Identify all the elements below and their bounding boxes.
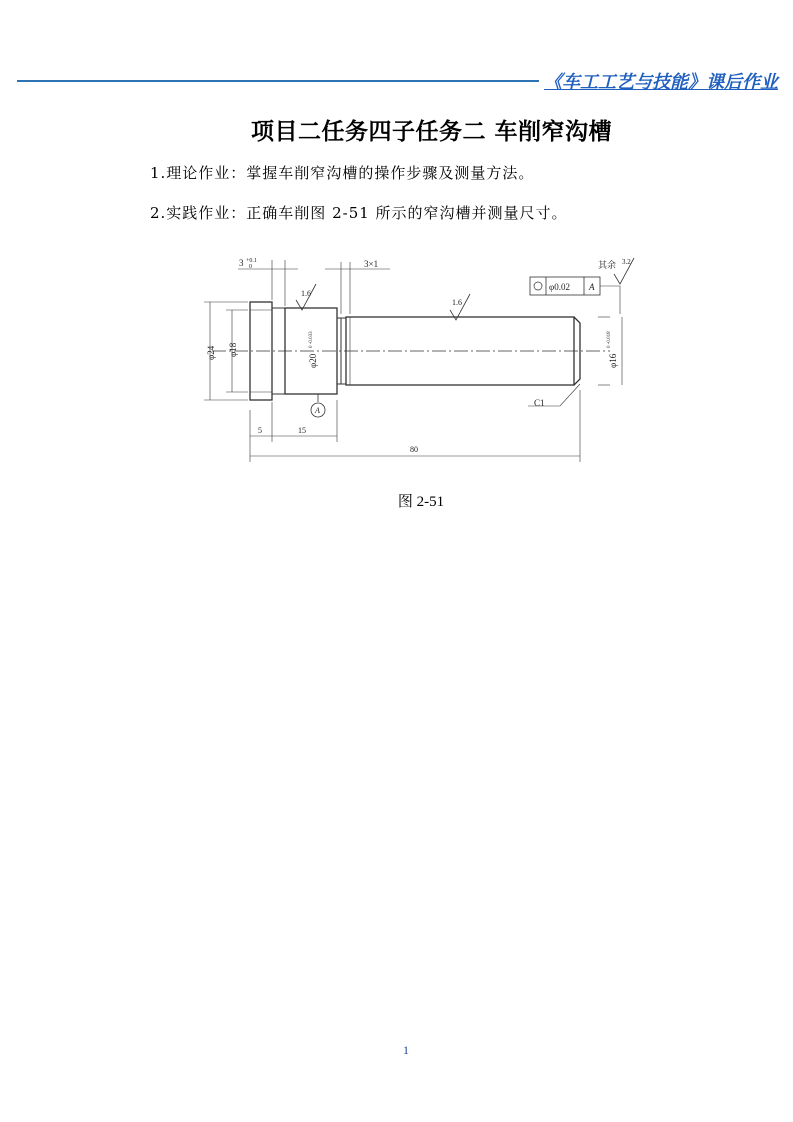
groove-width-label: 3 (239, 258, 244, 268)
header-title: 《车工工艺与技能》课后作业 (544, 72, 778, 93)
collar-diameter-tolerance: 0 -0.033 (309, 331, 314, 348)
inner-diameter-label: φ18 (228, 342, 238, 357)
edge-chamfer-label: C1 (534, 398, 545, 408)
remaining-label: 其余 (598, 260, 617, 270)
shaft-diameter-label: φ16 (608, 353, 618, 368)
groove-tolerance-low-label: 0 (249, 264, 252, 270)
page-number: 1 (403, 1043, 409, 1057)
length-5-label: 5 (258, 426, 262, 435)
practice-assignment: 2.实践作业：正确车削图 2-51 所示的窄沟槽并测量尺寸。 (150, 204, 568, 222)
shaft-diameter-tolerance: 0 -0.018 (607, 331, 612, 348)
length-15-label: 15 (298, 426, 306, 435)
length-80-label: 80 (410, 445, 418, 454)
header-rule (17, 80, 539, 82)
groove-tolerance-label: +0.1 (246, 258, 257, 264)
outer-diameter-label: φ24 (206, 345, 216, 360)
remaining-roughness-label: 3.2 (622, 258, 631, 266)
roughness-shaft-label: 1.6 (452, 298, 462, 307)
datum-letter: A (315, 406, 320, 415)
document-title: 项目二任务四子任务二 车削窄沟槽 (250, 119, 612, 145)
tolerance-frame-datum: A (589, 282, 595, 292)
collar-diameter-label: φ20 (308, 353, 318, 368)
figure-caption: 图 2-51 (397, 494, 445, 510)
technical-drawing (190, 250, 650, 482)
chamfer-label: 3×1 (364, 259, 379, 269)
theory-assignment: 1.理论作业：掌握车削窄沟槽的操作步骤及测量方法。 (150, 164, 535, 182)
roughness-collar-label: 1.6 (301, 289, 311, 298)
tolerance-frame-value: φ0.02 (549, 282, 570, 292)
